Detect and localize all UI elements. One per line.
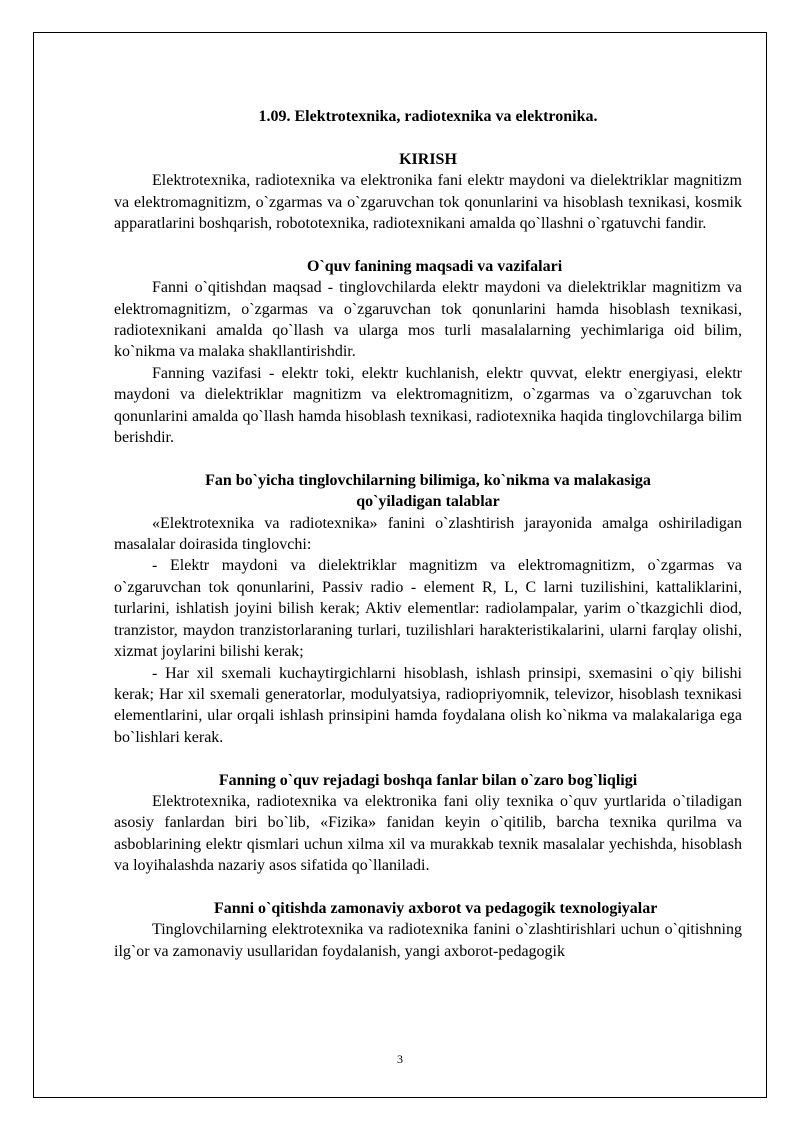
requirements-heading-line-2: qo`yiladigan talablar xyxy=(356,493,500,511)
goals-heading: O`quv fanining maqsadi va vazifalari xyxy=(307,257,563,275)
goals-paragraph-1: Fanni o`qitishdan maqsad - tinglovchilarda elektr maydoni va dielektriklar magnitizm va elektromagnitizm, o`zgarmas va o`zgaruvchan tok qonunlarini hamda hisoblash texnikasi, radiotexnikani amalda qo`llash va ularga mos turli masalalarning yechimlariga oid bilim, ko`nikma va malaka shakllantirishdir. xyxy=(114,279,742,361)
intro-paragraph: Elektrotexnika, radiotexnika va elektronika fani elektr maydoni va dielektriklar magnitizm va elektromagnitizm, o`zgarmas va o`zgaruvchan tok qonunlarini va hisoblash texnikasi, kosmik apparatlarini boshqarish, robototexnika, radiotexnikani amalda qo`llashni o`rgatuvchi fandir. xyxy=(114,172,742,233)
document-body xyxy=(114,106,742,962)
requirements-item-2: - Har xil sxemali kuchaytirgichlarni hisoblash, ishlash prinsipi, sxemasini o`qiy bilishi kerak; Har xil sxemali generatorlar, modulyatsiya, radiopriyomnik, televizor, hisoblash texnikasi elementlarini, ular orqali ishlash prinsipini hamda foydalana olish ko`nikma va malakalariga ega bo`lishlari kerak. xyxy=(114,664,742,746)
relation-heading: Fanning o`quv rejadagi boshqa fanlar bilan o`zaro bog`liqligi xyxy=(218,771,638,789)
requirements-paragraph: «Elektrotexnika va radiotexnika» fanini o`zlashtirish jarayonida amalga oshiriladigan masalalar doirasida tinglovchi: xyxy=(114,514,742,554)
document-title: 1.09. Elektrotexnika, radiotexnika va elektronika. xyxy=(258,108,598,125)
intro-heading: KIRISH xyxy=(399,150,457,168)
technologies-heading: Fanni o`qitishda zamonaviy axborot va pedagogik texnologiyalar xyxy=(214,899,658,917)
relation-paragraph: Elektrotexnika, radiotexnika va elektronika fani oliy texnika o`quv yurtlarida o`tiladigan asosiy fanlardan biri bo`lib, «Fizika» fanidan keyin o`qitilib, barcha texnika qurilma va asboblarining elektr qismlari uchun xilma xil va murakkab texnik masalalar yechishda, hisoblash va loyihalashda nazariy asos sifatida qo`llaniladi. xyxy=(114,792,742,875)
page-number: 3 xyxy=(397,1052,403,1066)
goals-paragraph-2: Fanning vazifasi - elektr toki, elektr kuchlanish, elektr quvvat, elektr energiyasi, elektr maydoni va dielektriklar magnitizm va elektromagnitizm, o`zgarmas va o`zgaruvchan tok qonunlarini amalda qo`llash hamda hisoblash texnikasi, radiotexnika haqida tinglovchilarga bilim berishdir. xyxy=(114,364,742,447)
requirements-item-1: - Elektr maydoni va dielektriklar magnitizm va elektromagnitizm, o`zgarmas va o`zgaruvchan tok qonunlarini, Passiv radio - element R, L, C larni tuzilishini, kattaliklarini, turlarini, ishlatish joyini bilish kerak; Aktiv elementlar: radiolampalar, yarim o`tkazgichli diod, tranzistor, maydon tranzistorlaraning turlari, tuzilishlari harakteristikalarini, ularni farqlay olishi, xizmat joylarini bilishi kerak; xyxy=(114,557,742,661)
requirements-heading-line-1: Fan bo`yicha tinglovchilarning bilimiga, ko`nikma va malakasiga xyxy=(205,471,651,489)
technologies-paragraph: Tinglovchilarning elektrotexnika va radiotexnika fanini o`zlashtirishlari uchun o`qitishning ilg`or va zamonaviy usullaridan foydalanish, yangi axborot-pedagogik xyxy=(114,921,742,960)
